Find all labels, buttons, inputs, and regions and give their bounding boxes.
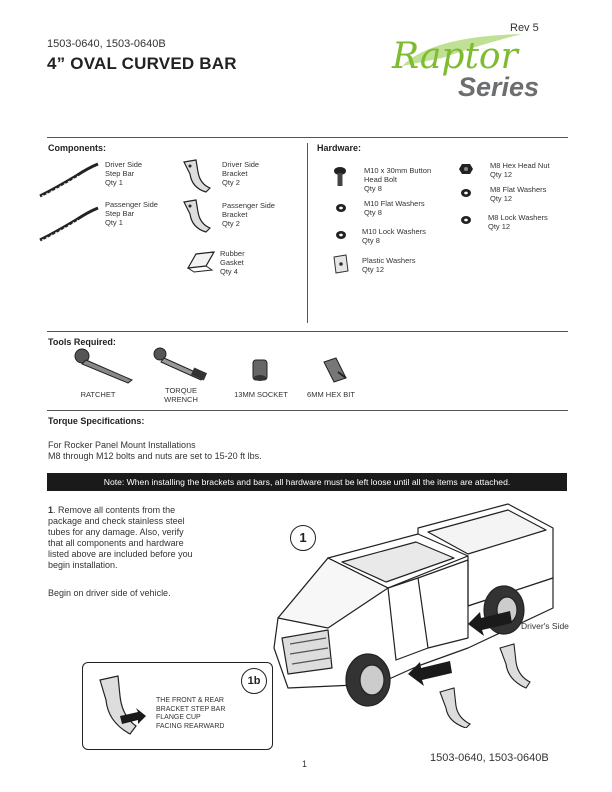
driver-step-bar-icon [36,158,102,200]
component-passenger-step-bar [105,200,158,227]
callout-1b-text [156,697,225,731]
m10-flat-washer-icon [335,203,347,213]
hardware-m8-hex-nut [490,161,550,179]
label-line: Step Bar [105,209,135,218]
torque-line-2: M8 through M12 bolts and nuts are set to 15-20 ft lbs. [48,451,262,461]
hardware-plastic-washer [362,256,416,274]
label-line: 13MM SOCKET [234,390,288,399]
logo-raptor-text: Raptor [392,36,518,77]
hardware-m10-flat-washer [364,199,425,217]
label-line: 6MM HEX BIT [307,390,355,399]
label-line: Bracket [222,210,248,219]
step-line: begin installation. [48,560,118,570]
step-line: package and check stainless steel [48,516,185,526]
label-line: Step Bar [105,169,135,178]
passenger-bracket-icon [178,198,216,236]
step-1-instructions: 1. Remove all contents from the package and check stainless steel tubes for any damage. Also, verify that all components and hardware listed above are included before you begin installation. [48,505,238,571]
installation-note: Note: When installing the brackets and bars, all hardware must be left loose until all the items are attached. [47,473,567,491]
section-divider [47,137,568,138]
components-heading: Components: [48,143,106,153]
logo-series-text: Series [458,72,540,102]
label-line: Passenger Side [105,200,158,209]
page-number: 1 [302,759,308,769]
label-line: Qty 12 [488,222,511,231]
component-driver-step-bar [105,160,142,187]
bracket-detail-icon [90,672,150,742]
label-line: Qty 2 [222,219,240,228]
label-line: Gasket [220,258,244,267]
step-number: 1 [48,505,54,515]
label-line: Qty 8 [362,236,380,245]
step-1-start-note: Begin on driver side of vehicle. [48,588,171,598]
hardware-m10-bolt [364,166,431,193]
footer-part-numbers: 1503-0640, 1503-0640B [430,752,549,764]
m8-flat-washer-icon [460,188,472,198]
label-line: M10 Lock Washers [362,227,426,236]
tool-6mm-hex-bit [302,390,360,399]
label-line: M10 Flat Washers [364,199,425,208]
label-line: M10 x 30mm Button [364,166,432,175]
label-line: Bracket [222,169,248,178]
m10-lock-washer-icon [335,230,347,240]
label-line: Qty 8 [364,208,382,217]
label-line: WRENCH [164,395,198,404]
tool-13mm-socket [230,390,292,399]
label-line: TORQUE [165,386,197,395]
component-driver-bracket [222,160,259,187]
callout-line: FACING REARWARD [156,722,225,730]
truck-illustration [268,498,568,728]
raptor-series-logo [372,26,582,102]
label-line: Qty 12 [362,265,385,274]
label-line: RATCHET [80,390,116,399]
torque-heading: Torque Specifications: [48,416,145,426]
tools-heading: Tools Required: [48,337,116,347]
label-line: Qty 1 [105,218,123,227]
torque-wrench-icon [152,346,212,382]
ratchet-icon [72,348,138,384]
label-line: Head Bolt [364,175,397,184]
plastic-washer-icon [332,253,350,275]
socket-icon [248,358,272,384]
component-rubber-gasket [220,249,245,276]
hardware-heading: Hardware: [317,143,362,153]
tool-torque-wrench [156,386,206,404]
label-line: Qty 1 [105,178,123,187]
label-line: Driver Side [222,160,260,169]
label-line: Plastic Washers [362,256,416,265]
revision-label: Rev 5 [510,22,539,34]
column-divider [307,143,308,323]
callout-1b-badge: 1b [241,668,267,694]
hardware-m8-lock-washer [488,213,548,231]
step-line: tubes for any damage. Also, verify [48,527,184,537]
torque-line-1: For Rocker Panel Mount Installations [48,440,196,450]
label-line: Qty 4 [220,267,238,276]
label-line: Qty 8 [364,184,382,193]
label-line: M8 Lock Washers [488,213,548,222]
label-line: Rubber [220,249,245,258]
driver-bracket-icon [178,158,216,194]
hex-bit-icon [320,356,350,384]
button-head-bolt-icon [333,166,347,188]
label-line: Qty 2 [222,178,240,187]
rubber-gasket-icon [184,248,218,274]
callout-line: THE FRONT & REAR [156,697,224,704]
label-line: Qty 12 [490,194,513,203]
component-passenger-bracket [222,201,275,228]
label-line: M8 Hex Head Nut [490,161,550,170]
step-line: listed above are included before you [48,549,193,559]
part-numbers-header: 1503-0640, 1503-0640B [47,38,166,50]
section-divider [47,410,568,411]
step-line: Remove all contents from the [58,505,176,515]
figure-1-badge: 1 [290,525,316,551]
label-line: Driver Side [105,160,143,169]
label-line: Qty 12 [490,170,513,179]
label-line: M8 Flat Washers [490,185,547,194]
callout-line: BRACKET STEP BAR [156,705,226,713]
page-title: 4” OVAL CURVED BAR [47,54,237,73]
hardware-m10-lock-washer [362,227,426,245]
drivers-side-label: Driver's Side [521,621,569,631]
step-line: that all components and hardware [48,538,184,548]
hardware-m8-flat-washer [490,185,546,203]
m8-hex-nut-icon [459,163,473,175]
passenger-step-bar-icon [36,202,102,244]
tool-ratchet [74,390,122,399]
label-line: Passenger Side [222,201,275,210]
m8-lock-washer-icon [460,215,472,225]
section-divider [47,331,568,332]
callout-line: FLANGE CUP [156,714,201,721]
